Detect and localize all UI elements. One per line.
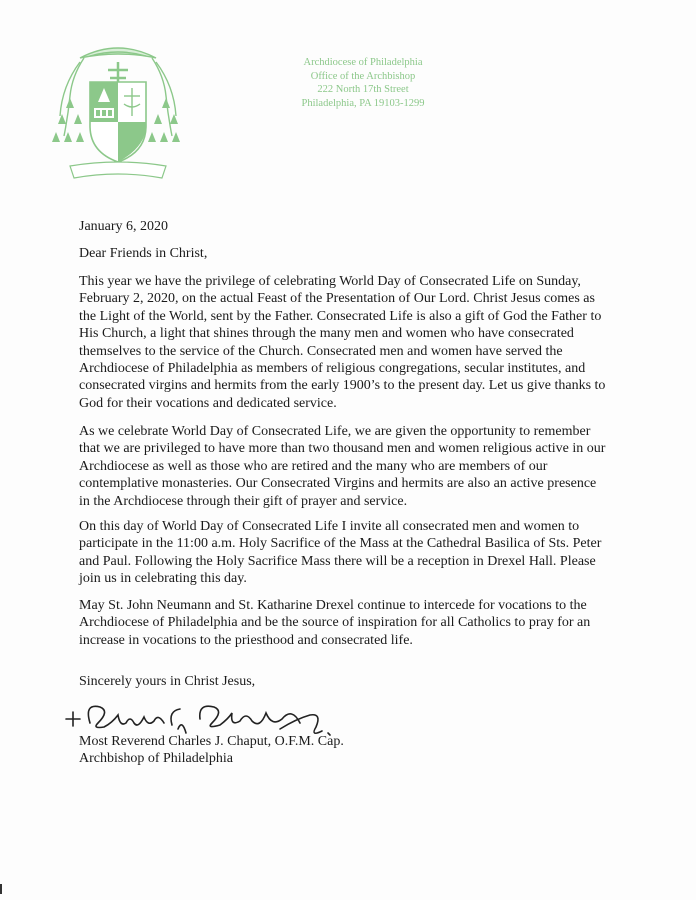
- letterhead-line: Office of the Archbishop: [310, 70, 416, 82]
- letter-salutation: Dear Friends in Christ,: [79, 246, 208, 261]
- letterhead-line: 222 North 17th Street: [317, 84, 409, 95]
- letterhead-address: [268, 56, 458, 110]
- letterhead-line: Philadelphia, PA 19103-1299: [301, 97, 425, 109]
- letter-closing: Sincerely yours in Christ Jesus,: [79, 674, 256, 689]
- letterhead-line: Archdiocese of Philadelphia: [303, 57, 423, 68]
- letter-paragraph: May St. John Neumann and St. Katharine Drexel continue to intercede for vocations to the Archdiocese of Philadelphia and be the source of inspiration for all Catholics to pray for an increase in vocations to the priesthood and consecrated life.: [79, 598, 591, 648]
- signer-title: Archbishop of Philadelphia: [79, 751, 233, 766]
- coat-of-arms-icon: [50, 36, 186, 184]
- letter-paragraph: On this day of World Day of Consecrated Life I invite all consecrated men and women to participate in the 11:00 a.m. Holy Sacrifice of the Mass at the Cathedral Basilica of Sts. Peter and Paul. Following the Holy Sacrifice Mass there will be a reception in Drexel Hall. Please join us in celebrating this day.: [79, 519, 602, 587]
- scan-edge-mark: [0, 884, 2, 894]
- signer-name: Most Reverend Charles J. Chaput, O.F.M. Cap.: [79, 734, 344, 749]
- letter-paragraph: This year we have the privilege of celebrating World Day of Consecrated Life on Sunday, February 2, 2020, on the actual Feast of the Presentation of Our Lord. Christ Jesus comes as the Light of the World, sent by the Father. Consecrated Life is also a gift of God the Father to His Church, a light that shines through the many men and women who have consecrated themselves to the service of the Church. Consecrated men and women have served the Archdiocese of Philadelphia as members of religious congregations, secular institutes, and consecrated virgins and hermits from the early 1900’s to the present day. Let us give thanks to God for their vocations and dedicated service.: [79, 274, 606, 411]
- signature-block: [79, 733, 344, 767]
- letter-paragraph: As we celebrate World Day of Consecrated Life, we are given the opportunity to remember that we are privileged to have more than two thousand men and women religious active in our Archdiocese as well as those who are retired and the many who are members of our contemplative monasteries. Our Consecrated Virgins and hermits are also an active presence in the Archdiocese through their gift of prayer and service.: [79, 424, 606, 509]
- letter-date: January 6, 2020: [79, 219, 169, 234]
